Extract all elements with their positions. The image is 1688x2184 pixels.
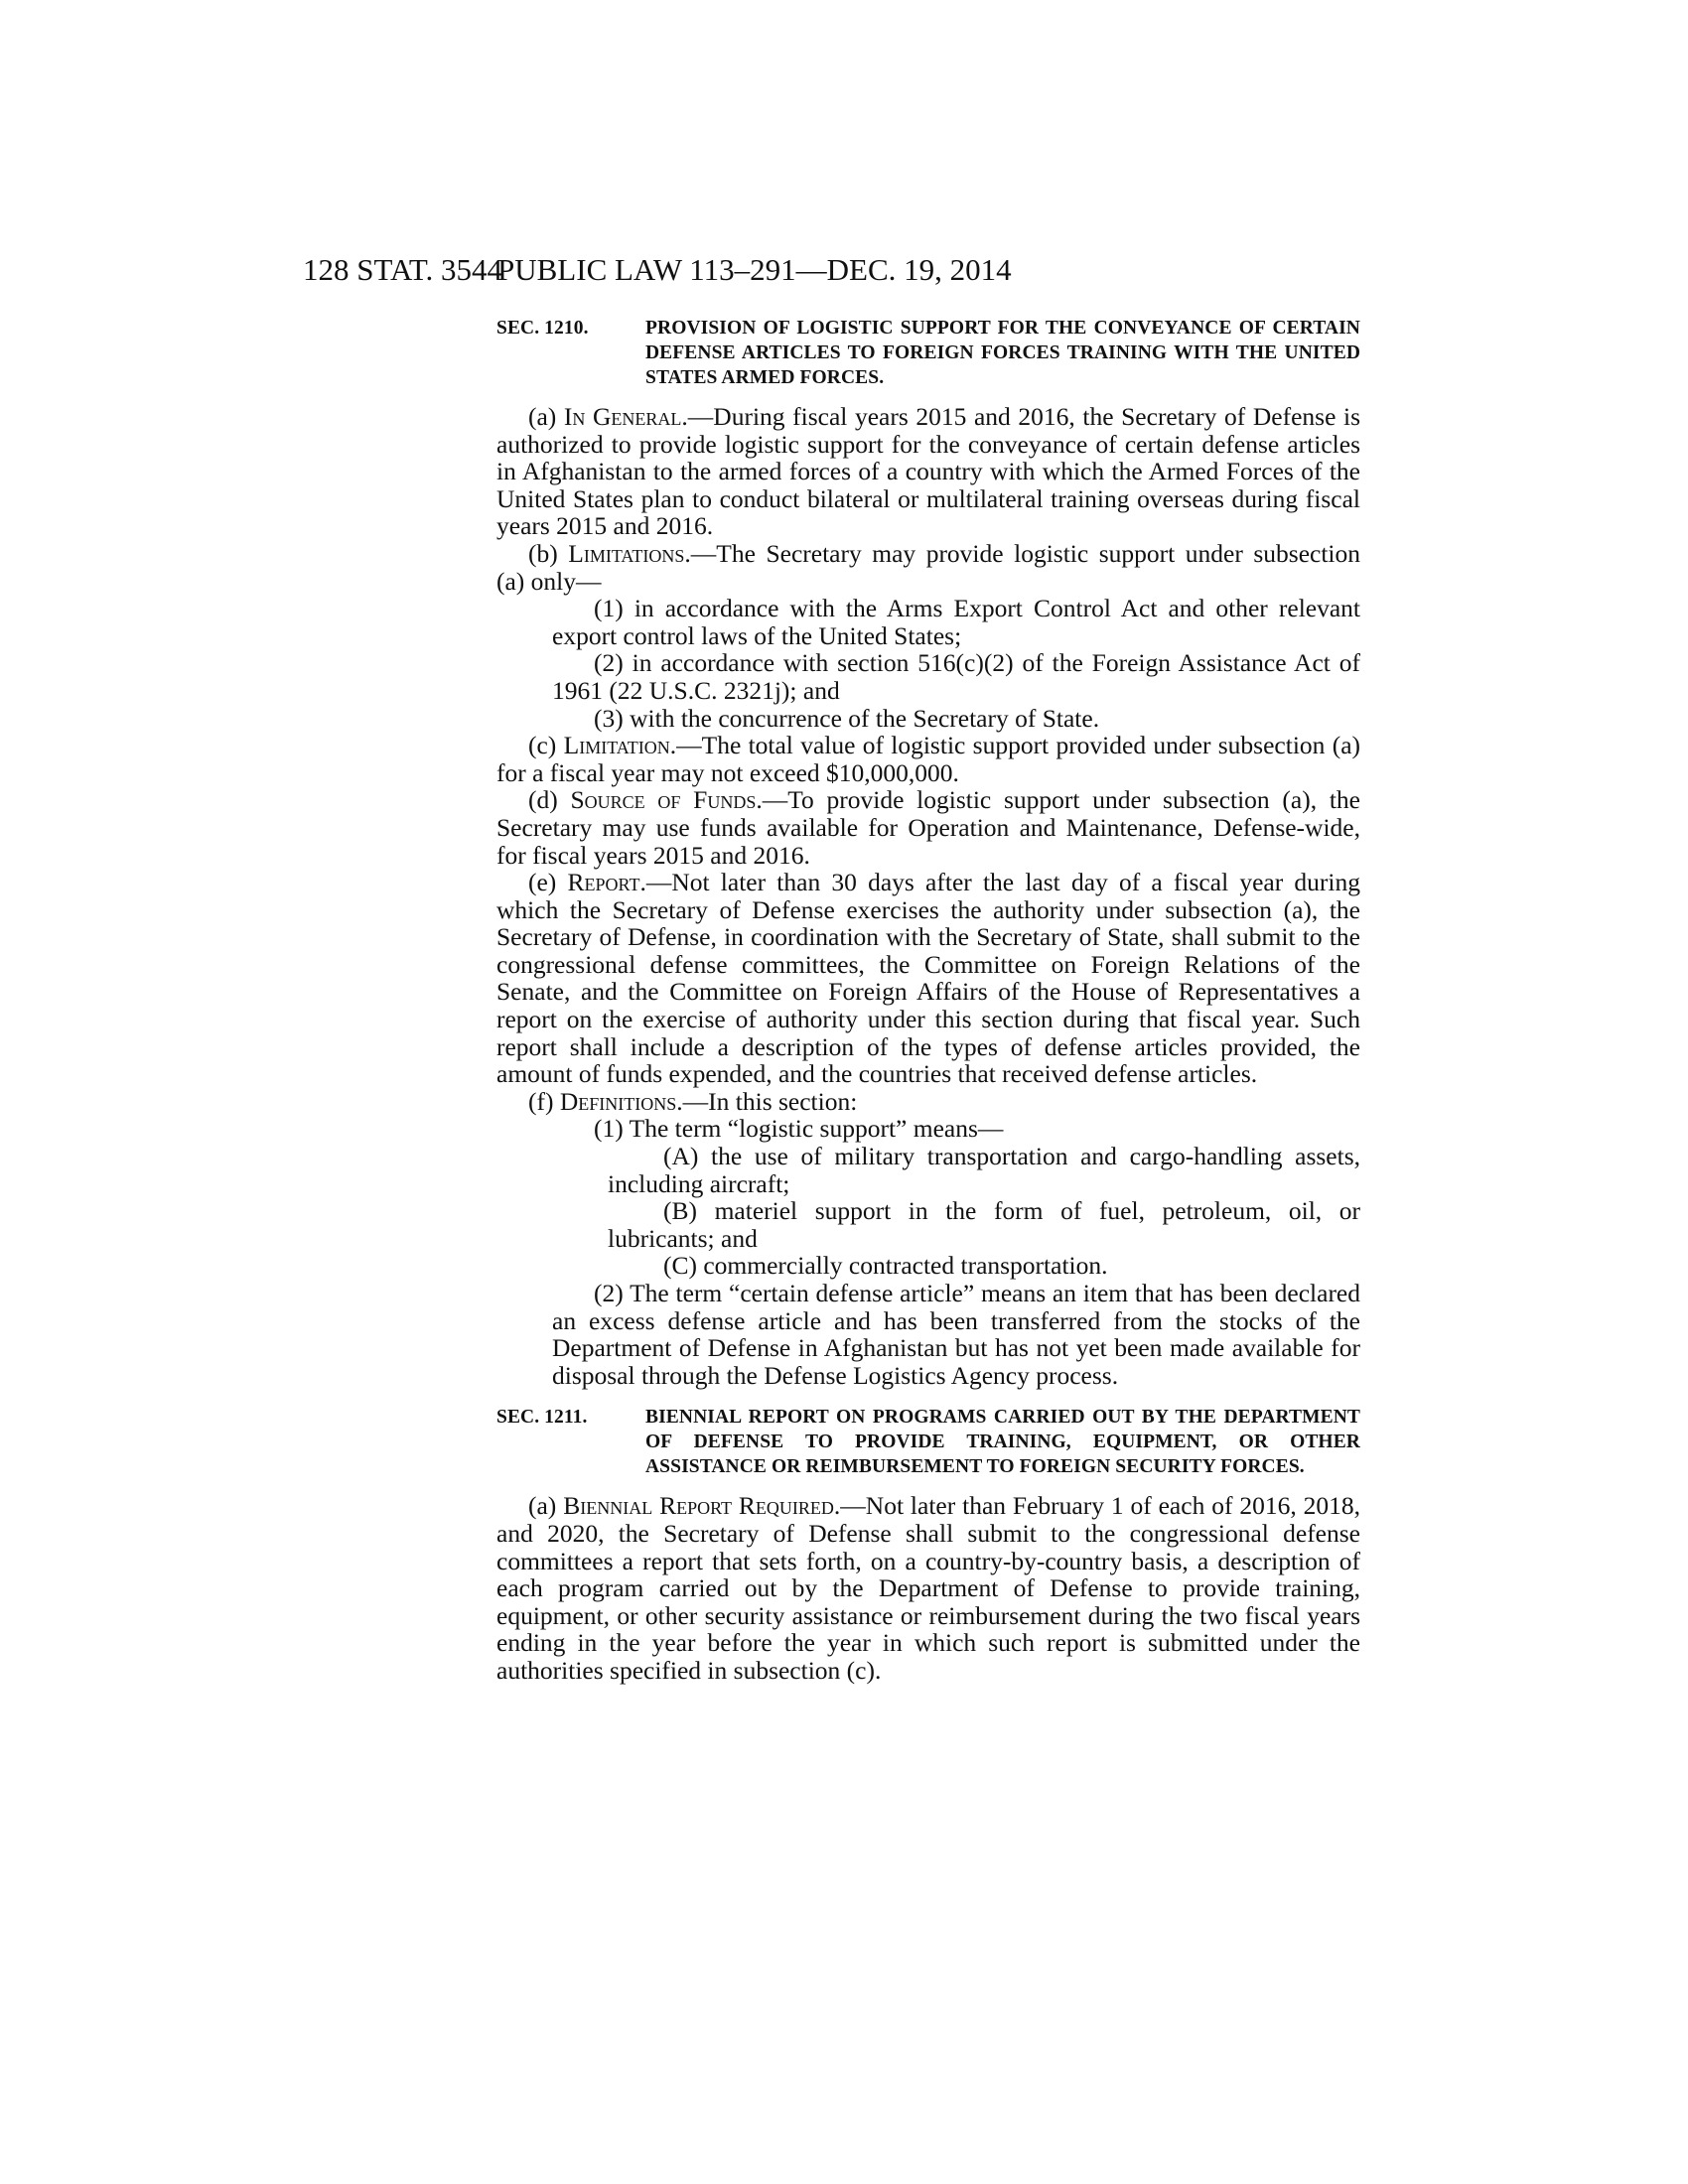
section-1211-number: SEC. 1211. xyxy=(496,1407,588,1429)
subsection-c-text: .—The total value of logistic support provided under subsection (a) for a fiscal year may not exceed $10,000,000. xyxy=(496,731,1361,787)
running-header xyxy=(303,250,1236,290)
sec-1210-subsection-f xyxy=(496,1088,1360,1116)
statute-page-reference: 128 STAT. 3544 xyxy=(303,252,503,287)
sec-1210-subsection-e xyxy=(496,869,1360,1088)
subsection-f-text: .—In this section: xyxy=(676,1086,858,1116)
subsection-b-heading: Limitations xyxy=(568,538,685,568)
subsection-e-heading: Report xyxy=(567,868,640,897)
sec-1210-subsection-b xyxy=(496,540,1360,595)
sec-1211-subsection-a-label: (a) xyxy=(528,1491,557,1521)
section-1210-title: PROVISION OF LOGISTIC SUPPORT FOR THE CONVEYANCE OF CERTAIN DEFENSE ARTICLES TO FOREIGN FORCES TRAINING WITH THE UNITED STATES ARMED FORCES. xyxy=(645,318,1360,388)
subsection-c-heading: Limitation xyxy=(563,731,670,760)
sec-1210-paragraph-b2: (2) in accordance with section 516(c)(2) of the Foreign Assistance Act of 1961 (22 U.S.C. 2321j); and xyxy=(552,648,1360,705)
sec-1210-subsection-a xyxy=(496,403,1360,540)
subsection-a-label: (a) xyxy=(528,402,557,431)
subsection-f-heading: Definitions xyxy=(559,1086,677,1116)
subsection-e-label: (e) xyxy=(528,868,557,897)
public-law-title: PUBLIC LAW 113–291—DEC. 19, 2014 xyxy=(497,252,1012,287)
sec-1211-subsection-a xyxy=(496,1492,1360,1684)
subsection-d-label: (d) xyxy=(528,785,558,815)
subsection-e-text: .—Not later than 30 days after the last day of a fiscal year during which the Secretary of Defense exercises the authority under subsection (a), the Secretary of Defense, in coordination with the Secretary of State, shall submit to the congressional defense committees, the Committee on Foreign Relations of the Senate, and the Committee on Foreign Affairs of the House of Representatives a report on the exercise of authority under this section during that fiscal year. Such report shall include a description of the types of defense articles provided, the amount of funds expended, and the countries that received defense articles. xyxy=(496,868,1361,1089)
sec-1210-paragraph-b1: (1) in accordance with the Arms Export Control Act and other relevant export control laws of the United States; xyxy=(552,594,1360,650)
body-column xyxy=(496,316,1360,1685)
sec-1211-subsection-a-heading: Biennial Report Required xyxy=(563,1491,834,1521)
subsection-a-heading: In General xyxy=(563,402,682,431)
subsection-b-label: (b) xyxy=(528,538,558,568)
subsection-c-label: (c) xyxy=(528,731,557,760)
section-1210-number: SEC. 1210. xyxy=(496,318,589,339)
sec-1210-subsection-c xyxy=(496,732,1360,786)
subsection-a-text: .—During fiscal years 2015 and 2016, the Secretary of Defense is authorized to provide logistic support for the conveyance of certain defense articles in Afghanistan to the armed forces of a country with which the Armed Forces of the United States plan to conduct bilateral or multilateral training overseas during fiscal years 2015 and 2016. xyxy=(496,402,1360,541)
sec-1210-paragraph-f2: (2) The term “certain defense article” means an item that has been declared an excess defense article and has been transferred from the stocks of the Department of Defense in Afghanistan but has not yet been made available for disposal through the Defense Logistics Agency process. xyxy=(552,1279,1360,1390)
sec-1210-subparagraph-f1B: (B) materiel support in the form of fuel, petroleum, oil, or lubricants; and xyxy=(608,1196,1360,1253)
subsection-d-heading: Source of Funds xyxy=(570,785,757,815)
subsection-f-label: (f) xyxy=(528,1086,554,1116)
section-1211-title: BIENNIAL REPORT ON PROGRAMS CARRIED OUT BY THE DEPARTMENT OF DEFENSE TO PROVIDE TRAINING, EQUIPMENT, OR OTHER ASSISTANCE OR REIMBURSEMENT TO FOREIGN SECURITY FORCES. xyxy=(645,1407,1360,1478)
sec-1210-subparagraph-f1C: (C) commercially contracted transportation. xyxy=(663,1251,1108,1281)
sec-1210-subparagraph-f1A: (A) the use of military transportation and cargo-handling assets, including aircraft; xyxy=(608,1142,1360,1198)
sec-1210-paragraph-f1: (1) The term “logistic support” means— xyxy=(594,1114,1004,1144)
sec-1210-subsection-d xyxy=(496,786,1360,869)
sec-1210-paragraph-b3: (3) with the concurrence of the Secretary of State. xyxy=(594,703,1100,733)
subsection-b-text: .—The Secretary may provide logistic support under subsection (a) only— xyxy=(496,538,1360,596)
subsection-d-text: .—To provide logistic support under subsection (a), the Secretary may use funds available for Operation and Maintenance, Defense-wide, for fiscal years 2015 and 2016. xyxy=(496,785,1360,870)
sec-1211-subsection-a-text: .—Not later than February 1 of each of 2016, 2018, and 2020, the Secretary of Defense shall submit to the congressional defense committees a report that sets forth, on a country-by-country basis, a description of each program carried out by the Department of Defense to provide training, equipment, or other security assistance or reimbursement during the two fiscal years ending in the year before the year in which such report is submitted under the authorities specified in subsection (c). xyxy=(496,1491,1360,1685)
section-1210-heading xyxy=(496,316,1360,390)
section-1211-heading xyxy=(496,1405,1360,1479)
